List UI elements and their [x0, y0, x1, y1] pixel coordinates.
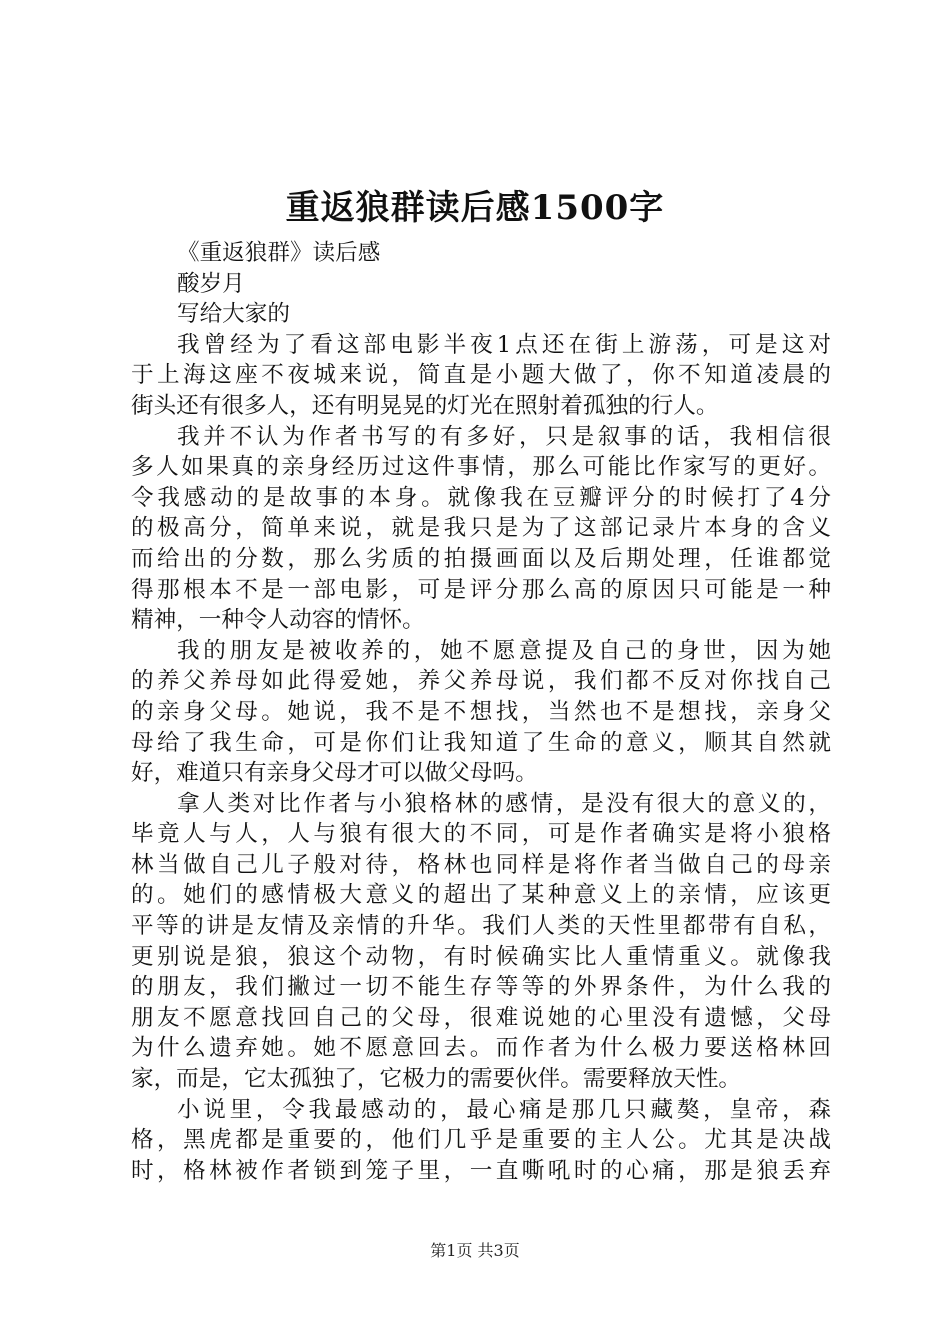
body-line: 拿人类对比作者与小狼格林的感情，是没有很大的意义的， — [177, 790, 831, 817]
body-line: 时，格林被作者锁到笼子里，一直嘶吼时的心痛，那是狼丢弃 — [131, 1157, 831, 1184]
body-line: 林当做自己儿子般对待，格林也同样是将作者当做自己的母亲 — [131, 851, 831, 878]
body-line: 街头还有很多人，还有明晃晃的灯光在照射着孤独的行人。 — [131, 392, 719, 419]
body-line: 的。她们的感情极大意义的超出了某种意义上的亲情，应该更 — [131, 882, 831, 909]
body-line: 多人如果真的亲身经历过这件事情，那么可能比作家写的更好。 — [131, 454, 831, 481]
body-line: 我的朋友是被收养的，她不愿意提及自己的身世，因为她 — [177, 637, 831, 664]
body-line: 朋友不愿意找回自己的父母，很难说她的心里没有遗憾，父母 — [131, 1004, 831, 1031]
document-title: 重返狼群读后感1500字 — [285, 188, 665, 228]
body-line: 我曾经为了看这部电影半夜1点还在街上游荡，可是这对 — [177, 331, 831, 358]
body-line: 更别说是狼，狼这个动物，有时候确实比人重情重义。就像我 — [131, 943, 831, 970]
body-line: 得那根本不是一部电影，可是评分那么高的原因只可能是一种 — [131, 576, 831, 603]
body-line: 的极高分，简单来说，就是我只是为了这部记录片本身的含义 — [131, 515, 831, 542]
body-line: 令我感动的是故事的本身。就像我在豆瓣评分的时候打了4分 — [131, 484, 831, 511]
body-line: 毕竟人与人，人与狼有很大的不同，可是作者确实是将小狼格 — [131, 821, 831, 848]
body-line: 的朋友，我们撇过一切不能生存等等的外界条件，为什么我的 — [131, 974, 831, 1001]
body-line: 于上海这座不夜城来说，简直是小题大做了，你不知道凌晨的 — [131, 362, 831, 389]
document-body — [131, 238, 831, 1186]
page-footer: 第1页 共3页 — [430, 1241, 520, 1260]
body-line: 平等的讲是友情及亲情的升华。我们人类的天性里都带有自私， — [131, 913, 831, 940]
body-line: 格，黑虎都是重要的，他们几乎是重要的主人公。尤其是决战 — [131, 1127, 831, 1154]
body-line: 为什么遗弃她。她不愿意回去。而作者为什么极力要送格林回 — [131, 1035, 831, 1062]
body-line: 家，而是，它太孤独了，它极力的需要伙伴。需要释放天性。 — [131, 1066, 742, 1093]
body-line: 酸岁月 — [177, 270, 245, 297]
body-line: 母给了我生命，可是你们让我知道了生命的意义，顺其自然就 — [131, 729, 831, 756]
body-line: 写给大家的 — [177, 301, 290, 328]
body-line: 《重返狼群》读后感 — [177, 240, 381, 266]
body-line: 的亲身父母。她说，我不是不想找，当然也不是想找，亲身父 — [131, 698, 831, 725]
body-line: 而给出的分数，那么劣质的拍摄画面以及后期处理，任谁都觉 — [131, 545, 831, 572]
body-line: 我并不认为作者书写的有多好，只是叙事的话，我相信很 — [177, 423, 831, 450]
body-line: 小说里，令我最感动的，最心痛是那几只藏獒，皇帝，森 — [177, 1096, 831, 1123]
body-line: 的养父养母如此得爱她，养父养母说，我们都不反对你找自己 — [131, 668, 831, 695]
body-line: 精神，一种令人动容的情怀。 — [131, 607, 425, 634]
body-line: 好，难道只有亲身父母才可以做父母吗。 — [131, 760, 538, 787]
